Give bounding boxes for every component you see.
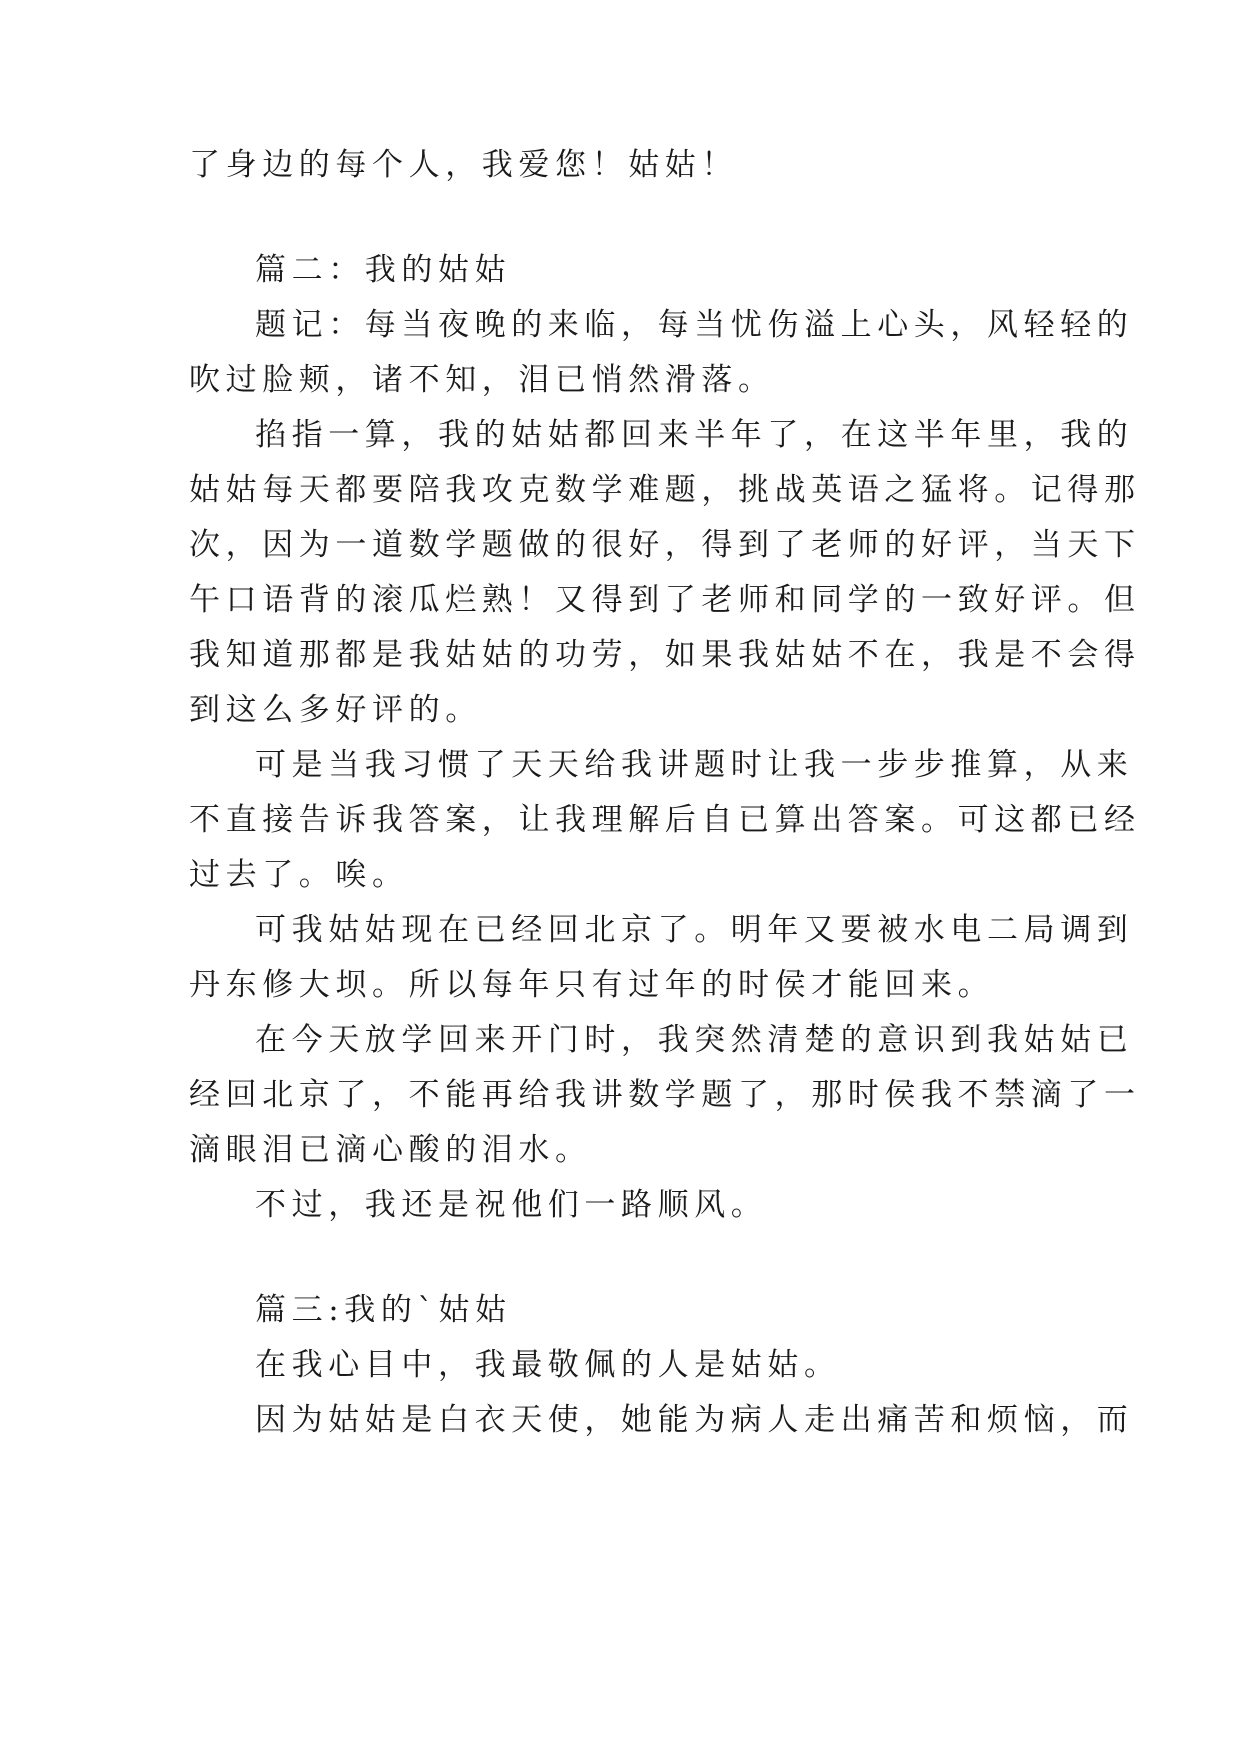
- text-line: 掐指一算，我的姑姑都回来半年了，在这半年里，我的: [255, 417, 1134, 453]
- text-line: 了身边的每个人，我爱您！姑姑！: [189, 147, 738, 183]
- text-line: 吹过脸颊，诸不知，泪已悄然滑落。: [189, 362, 775, 398]
- text-line: 经回北京了，不能再给我讲数学题了，那时侯我不禁滴了一: [189, 1077, 1141, 1113]
- section-heading: 篇三:我的`姑姑: [255, 1292, 512, 1328]
- text-line: 不直接告诉我答案，让我理解后自已算出答案。可这都已经: [189, 802, 1141, 838]
- text-line: 丹东修大坝。所以每年只有过年的时侯才能回来。: [189, 967, 995, 1003]
- text-line: 我知道那都是我姑姑的功劳，如果我姑姑不在，我是不会得: [189, 637, 1141, 673]
- text-line: 题记：每当夜晚的来临，每当忧伤溢上心头，风轻轻的: [255, 307, 1134, 343]
- text-line: 在我心目中，我最敬佩的人是姑姑。: [255, 1347, 841, 1383]
- text-line: 可我姑姑现在已经回北京了。明年又要被水电二局调到: [255, 912, 1134, 948]
- text-line: 滴眼泪已滴心酸的泪水。: [189, 1132, 592, 1168]
- text-line: 次，因为一道数学题做的很好，得到了老师的好评，当天下: [189, 527, 1141, 563]
- text-line: 过去了。唉。: [189, 857, 409, 893]
- text-line: 午口语背的滚瓜烂熟！又得到了老师和同学的一致好评。但: [189, 582, 1141, 618]
- text-line: 在今天放学回来开门时，我突然清楚的意识到我姑姑已: [255, 1022, 1134, 1058]
- text-line: 到这么多好评的。: [189, 692, 482, 728]
- text-line: 可是当我习惯了天天给我讲题时让我一步步推算，从来: [255, 747, 1134, 783]
- text-line: 姑姑每天都要陪我攻克数学难题，挑战英语之猛将。记得那: [189, 472, 1141, 508]
- section-heading: 篇二：我的姑姑: [255, 252, 512, 288]
- text-line: 不过，我还是祝他们一路顺风。: [255, 1187, 768, 1223]
- text-line: 因为姑姑是白衣天使，她能为病人走出痛苦和烦恼，而: [255, 1402, 1134, 1438]
